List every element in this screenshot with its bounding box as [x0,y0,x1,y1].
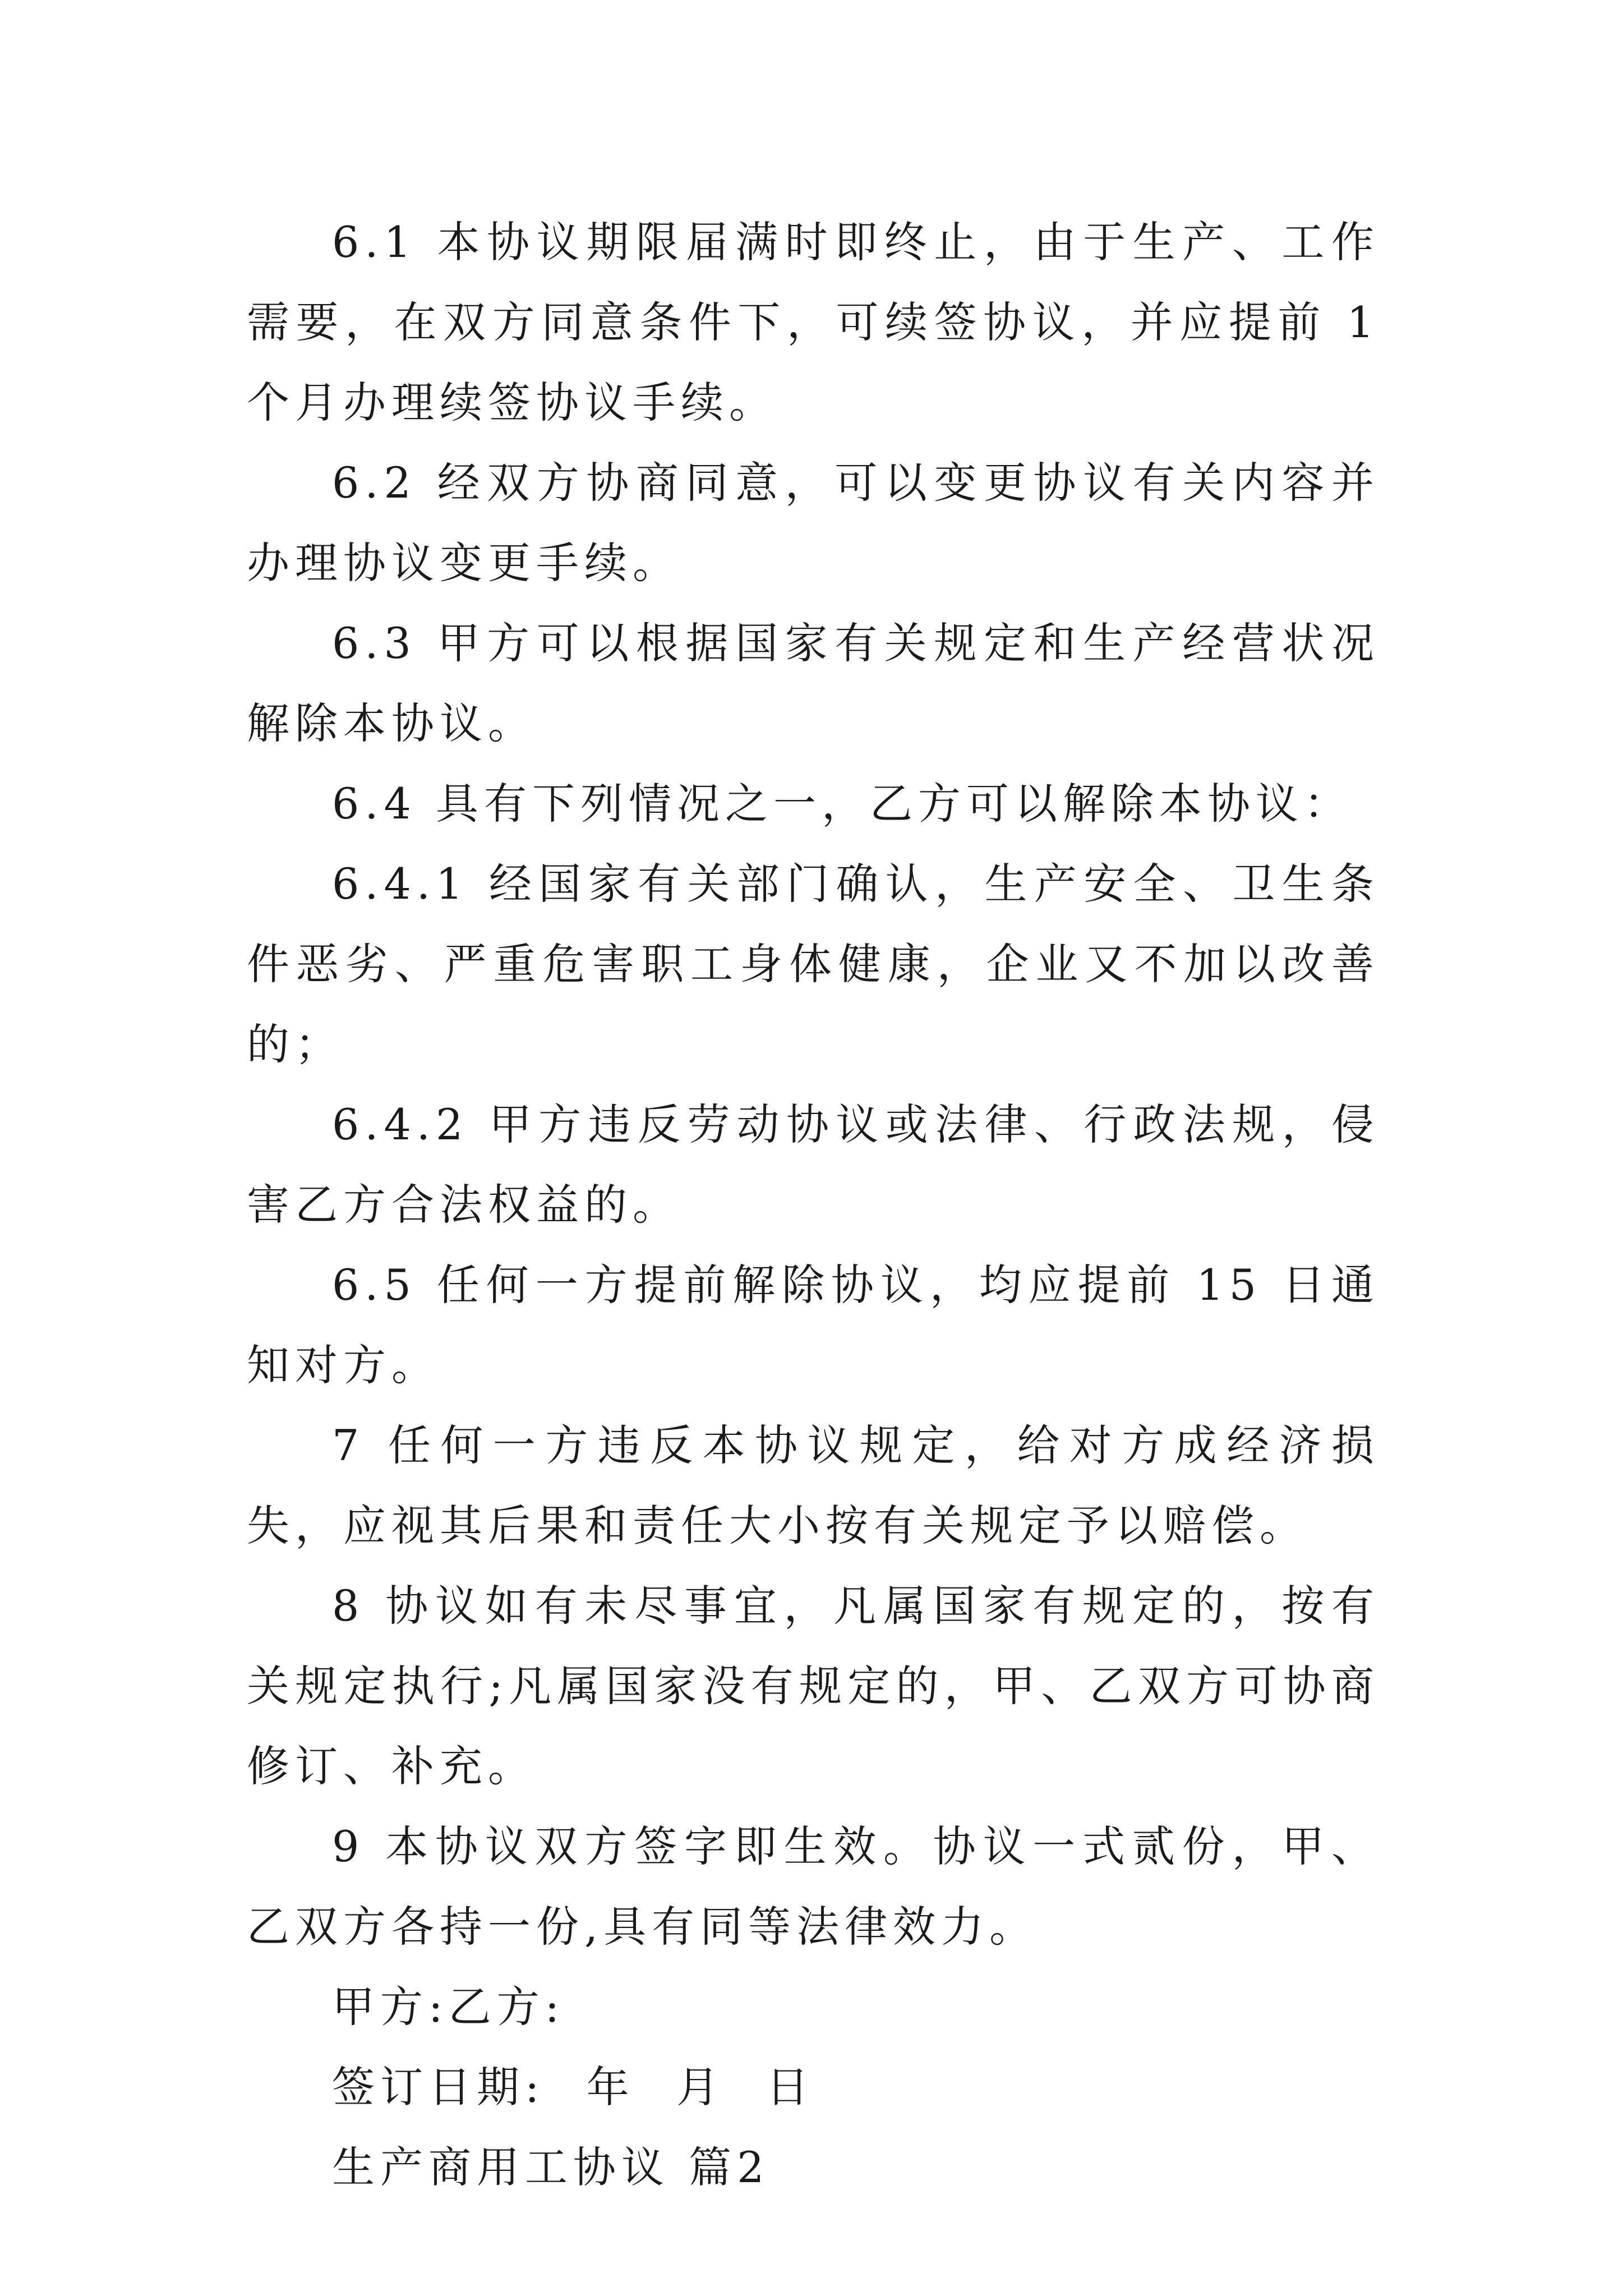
signing-date-line [247,2047,1380,2127]
clause-6-3: 6.3 甲方可以根据国家有关规定和生产经营状况解除本协议。 [247,618,1380,748]
clause-6-4-2: 6.4.2 甲方违反劳动协议或法律、行政法规，侵害乙方合法权益的。 [247,1099,1380,1230]
party-a-label: 甲方: [332,1982,449,2032]
date-year: 年 [586,2062,635,2112]
clause-9: 9 本协议双方签字即生效。协议一式贰份，甲、乙双方各持一份,具有同等法律效力。 [247,1821,1380,1952]
signature-parties-line [247,1967,1380,2047]
party-b-label: 乙方: [448,1982,565,2032]
document-body [247,202,1380,2207]
clause-6-4: 6.4 具有下列情况之一，乙方可以解除本协议： [332,779,1353,829]
date-day: 日 [766,2062,815,2112]
clause-6-5: 6.5 任何一方提前解除协议，均应提前 15 日通知对方。 [247,1260,1380,1390]
signing-date-label: 签订日期: [332,2062,545,2112]
date-month: 月 [676,2062,725,2112]
clause-6-2: 6.2 经双方协商同意，可以变更协议有关内容并办理协议变更手续。 [247,458,1380,588]
clause-7: 7 任何一方违反本协议规定，给对方成经济损失，应视其后果和责任大小按有关规定予以赔偿。 [247,1420,1380,1550]
next-section-title: 生产商用工协议 篇2 [332,2142,770,2192]
clause-6-1: 6.1 本协议期限届满时即终止，由于生产、工作需要，在双方同意条件下，可续签协议，并应提前 1 个月办理续签协议手续。 [247,217,1380,427]
clause-8: 8 协议如有未尽事宜，凡属国家有规定的，按有关规定执行;凡属国家没有规定的，甲、乙双方可协商修订、补充。 [247,1581,1380,1791]
clause-6-4-1: 6.4.1 经国家有关部门确认，生产安全、卫生条件恶劣、严重危害职工身体健康，企业又不加以改善的； [247,859,1380,1069]
